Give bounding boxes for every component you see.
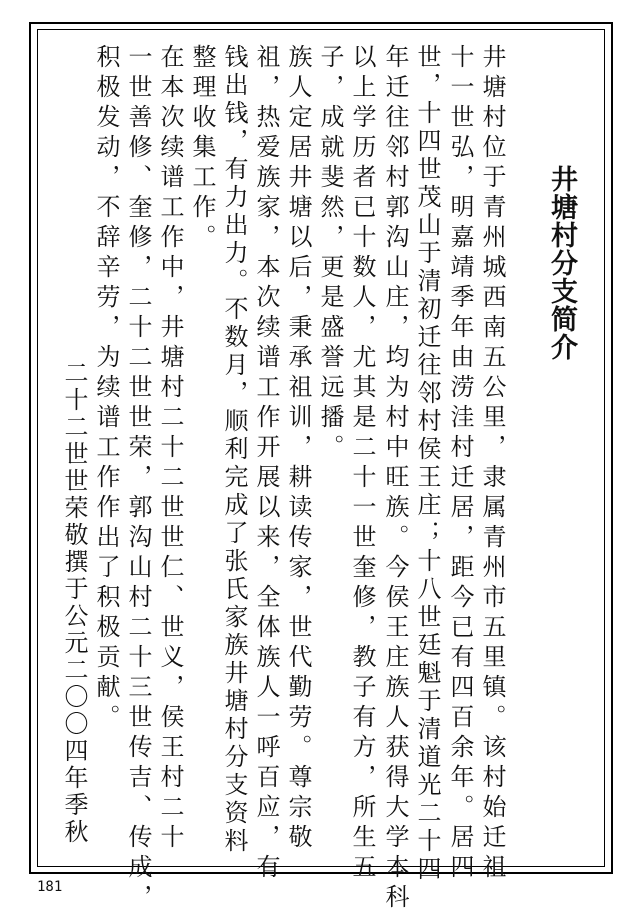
section-title: 井塘村分支简介: [546, 165, 577, 361]
body-column-2: 十一世弘，明嘉靖季年由涝洼村迁居，距今已有四百余年。居四: [446, 44, 474, 884]
body-column-5: 以上学历者已十数人，尤其是二十一世奎修，教子有方，所生五: [348, 44, 376, 884]
body-column-11: 在本次续谱工作中，井塘村二十二世世仁、世义，侯王村二十: [156, 44, 184, 854]
body-column-1: 井塘村位于青州城西南五公里，隶属青州市五里镇。该村始迁祖: [478, 44, 506, 884]
page-number: 181: [37, 879, 63, 895]
body-column-9: 钱出钱，有力出力。不数月，顺利完成了张氏家族井塘村分支资料: [220, 44, 248, 856]
body-column-10: 整理收集工作。: [188, 44, 216, 254]
body-column-3: 世，十四世茂山于清初迁往邻村侯王庄；十八世廷魁于清道光二十四: [413, 44, 441, 884]
body-column-8: 祖，热爱族家，本次续谱工作开展以来，全体族人一呼百应，有: [252, 44, 280, 884]
body-column-13: 积极发动，不辞辛劳，为续谱工作作出了积极贡献。: [92, 44, 120, 734]
body-column-7: 族人定居井塘以后，秉承祖训，耕读传家，世代勤劳。尊宗敬: [284, 44, 312, 854]
body-column-12: 一世善修、奎修，二十二世世荣，郭沟山村二十三世传吉、传成，: [124, 44, 152, 914]
signature-line: 二十二世世荣敬撰于公元二〇〇四年季秋: [60, 360, 88, 846]
body-column-4: 年迁往邻村郭沟山庄，均为村中旺族。今侯王庄族人获得大学本科: [381, 44, 409, 914]
body-column-6: 子，成就斐然，更是盛誉远播。: [316, 44, 344, 464]
